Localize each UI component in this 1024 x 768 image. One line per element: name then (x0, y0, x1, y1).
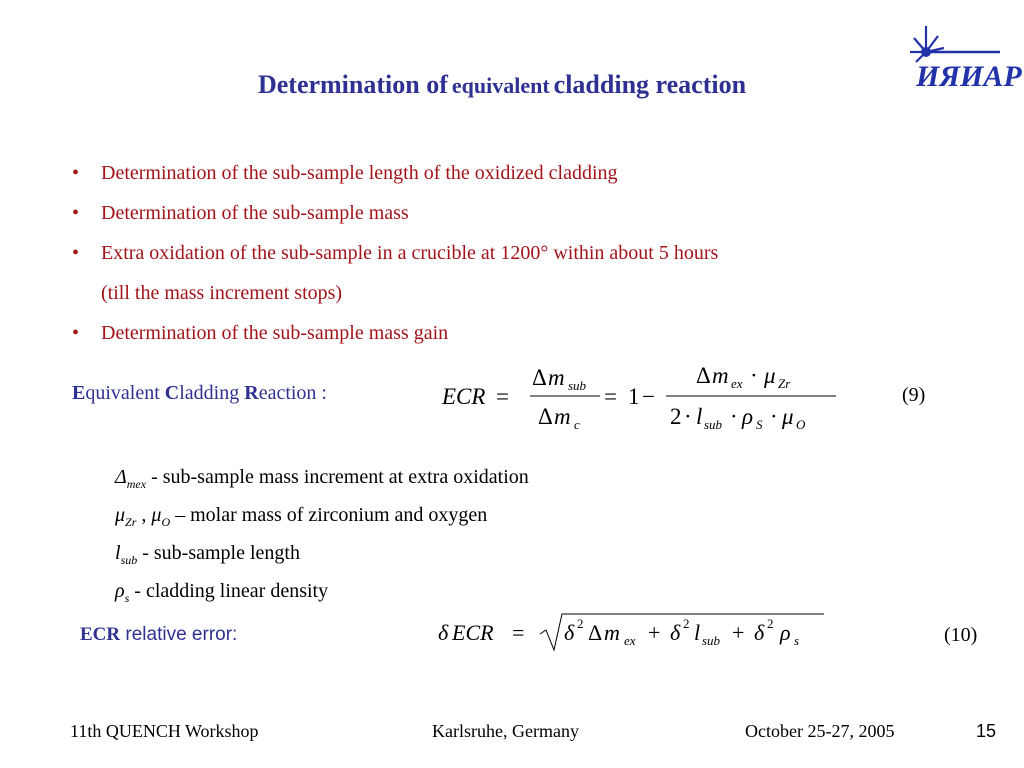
svg-text:O: O (796, 417, 806, 432)
bullet-text: Extra oxidation of the sub-sample in a crucible at 1200° within about 5 hours (101, 242, 719, 264)
equation-ecr-graphic (440, 362, 840, 442)
bullet-item (72, 155, 718, 195)
slide-title (0, 70, 1004, 100)
svg-text:−: − (642, 384, 655, 409)
svg-text:S: S (756, 417, 763, 432)
ecr-label-c-rest: ladding (179, 382, 245, 404)
svg-text:ex: ex (731, 376, 743, 391)
definition-length (115, 538, 529, 576)
equation-error (436, 608, 836, 656)
bullet-dot: • (72, 162, 80, 184)
def3-symbol: l (115, 542, 121, 564)
svg-text:m: m (604, 620, 620, 645)
definitions (115, 462, 529, 614)
svg-text:2: 2 (683, 616, 690, 631)
bullet-text: (till the mass increment stops) (101, 282, 343, 304)
svg-text:=: = (496, 384, 509, 409)
svg-text:ECR: ECR (452, 620, 494, 645)
svg-text:ρ: ρ (780, 620, 791, 645)
svg-text:m: m (554, 404, 571, 429)
svg-text:=: = (512, 620, 525, 645)
bullet-item (72, 235, 718, 275)
svg-text:·: · (684, 404, 692, 429)
equation-number-9: (9) (902, 384, 926, 406)
footer-location: Karlsruhe, Germany (432, 721, 579, 741)
bullet-text: Determination of the sub-sample mass (101, 202, 409, 224)
svg-text:Δ: Δ (696, 363, 711, 388)
svg-text:Δ: Δ (532, 365, 547, 390)
definition-mass-increment (115, 462, 529, 500)
svg-text:·: · (770, 404, 778, 429)
def1-sub: mex (126, 477, 147, 491)
error-label-rest: relative error: (120, 624, 238, 645)
footer-date: October 25-27, 2005 (745, 721, 895, 741)
svg-text:m: m (712, 363, 729, 388)
bullet-dot: • (72, 202, 80, 224)
svg-text:l: l (696, 404, 703, 429)
def2-text: – molar mass of zirconium and oxygen (170, 504, 488, 526)
ecr-label (72, 382, 327, 405)
bullet-text: Determination of the sub-sample mass gain (101, 322, 449, 344)
svg-text:δ: δ (564, 620, 575, 645)
bullet-continuation (72, 275, 718, 315)
equation-ecr (440, 362, 840, 442)
logo-lettering: ИЯИАР (916, 60, 1022, 93)
equation-error-graphic (436, 608, 836, 656)
svg-text:Δ: Δ (588, 620, 603, 645)
svg-text:2: 2 (767, 616, 774, 631)
footer-workshop: 11th QUENCH Workshop (70, 721, 259, 741)
ecr-label-c: C (164, 382, 180, 404)
def4-sub: s (124, 591, 130, 605)
svg-text:μ: μ (782, 404, 794, 429)
svg-text:δ: δ (754, 620, 765, 645)
svg-text:ECR: ECR (442, 384, 486, 409)
svg-text:c: c (574, 417, 580, 432)
title-part1: Determination of (257, 70, 448, 99)
def1-symbol: Δ (115, 466, 127, 488)
svg-text:μ: μ (764, 363, 776, 388)
ecr-label-r-rest: eaction : (258, 382, 327, 404)
bullet-item (72, 195, 718, 235)
bullet-dot: • (72, 242, 80, 264)
svg-text:s: s (794, 633, 800, 648)
bullet-list (72, 155, 718, 355)
def1-text: - sub-sample mass increment at extra oxidation (146, 466, 529, 488)
def2-mu1-symbol: μ (115, 504, 126, 526)
svg-text:=: = (604, 384, 617, 409)
svg-text:·: · (750, 363, 758, 388)
svg-text:+: + (732, 620, 745, 645)
svg-text:sub: sub (704, 417, 723, 432)
svg-text:sub: sub (568, 378, 587, 393)
bullet-text: Determination of the sub-sample length of the oxidized cladding (101, 162, 618, 184)
def2-mu2-symbol: μ (151, 504, 162, 526)
svg-text:1: 1 (628, 384, 640, 409)
def3-sub: sub (120, 553, 138, 567)
svg-text:ex: ex (624, 633, 636, 648)
bullet-item (72, 315, 718, 355)
svg-text:l: l (694, 620, 701, 645)
def2-mu2-sub: O (161, 515, 171, 529)
svg-text:+: + (648, 620, 661, 645)
svg-text:2: 2 (577, 616, 584, 631)
ecr-label-r: R (244, 382, 259, 404)
svg-text:m: m (548, 365, 565, 390)
def2-sep: , (136, 504, 152, 526)
def3-text: - sub-sample length (137, 542, 300, 564)
equation-number-10: (10) (944, 624, 978, 646)
svg-text:Zr: Zr (778, 376, 791, 391)
def4-symbol: ρ (115, 580, 125, 602)
title-part2: equivalent (451, 73, 550, 98)
svg-text:·: · (730, 404, 738, 429)
svg-text:ρ: ρ (742, 404, 754, 429)
svg-text:δ: δ (438, 620, 449, 645)
error-label-bold: ECR (80, 624, 121, 645)
def4-text: - cladding linear density (129, 580, 329, 602)
svg-text:Δ: Δ (538, 404, 553, 429)
def2-mu1-sub: Zr (125, 515, 137, 529)
svg-text:δ: δ (670, 620, 681, 645)
svg-text:sub: sub (702, 633, 721, 648)
page-number: 15 (976, 721, 997, 741)
title-part3: cladding reaction (553, 70, 747, 99)
svg-text:2: 2 (670, 404, 682, 429)
ecr-label-e: E (72, 382, 86, 404)
error-label (80, 624, 237, 646)
definition-molar-mass (115, 500, 529, 538)
bullet-dot: • (72, 322, 80, 344)
ecr-label-e-rest: quivalent (85, 382, 165, 404)
